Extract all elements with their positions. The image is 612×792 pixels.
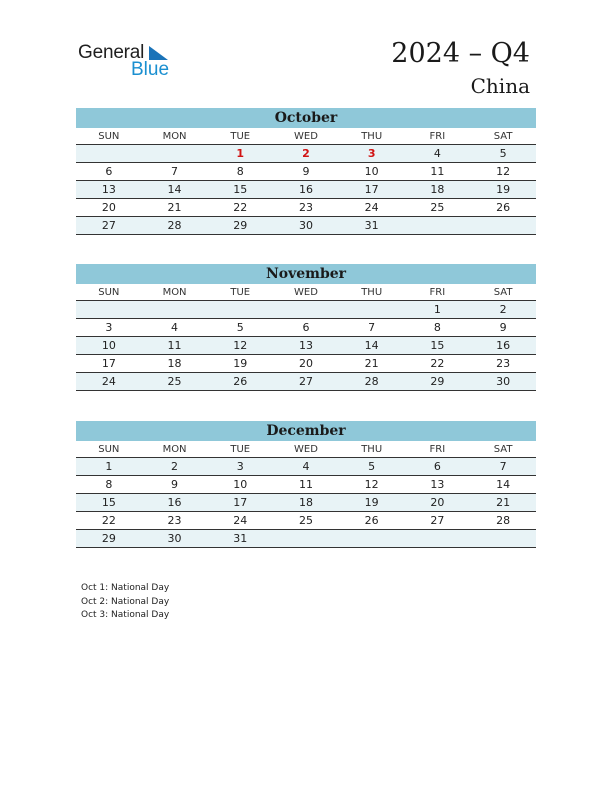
logo-text-general: General xyxy=(78,42,145,63)
day-cell: 14 xyxy=(339,337,405,355)
empty-day-cell xyxy=(142,301,208,319)
week-row xyxy=(76,355,536,373)
day-cell: 30 xyxy=(470,373,536,391)
day-cell: 23 xyxy=(470,355,536,373)
weekday-label: TUE xyxy=(230,286,251,298)
day-cell: 7 xyxy=(142,163,208,181)
day-cell: 20 xyxy=(405,494,471,512)
day-cell: 15 xyxy=(76,494,142,512)
day-cell: 27 xyxy=(405,512,471,530)
day-cell: 21 xyxy=(339,355,405,373)
day-cell: 16 xyxy=(273,181,339,199)
day-cell: 10 xyxy=(339,163,405,181)
day-cell: 25 xyxy=(405,199,471,217)
weekday-label: MON xyxy=(162,130,187,142)
month-title: October xyxy=(76,108,536,128)
day-cell: 30 xyxy=(142,530,208,548)
day-cell: 8 xyxy=(405,319,471,337)
day-cell: 25 xyxy=(142,373,208,391)
holiday-note: Oct 2: National Day xyxy=(81,596,170,607)
day-cell: 29 xyxy=(207,217,273,235)
day-cell: 9 xyxy=(470,319,536,337)
day-cell: 8 xyxy=(207,163,273,181)
empty-day-cell xyxy=(339,301,405,319)
day-cell: 18 xyxy=(142,355,208,373)
day-cell: 23 xyxy=(273,199,339,217)
logo-text-blue: Blue xyxy=(131,59,170,80)
weekday-label: FRI xyxy=(429,286,446,298)
week-row xyxy=(76,199,536,217)
day-cell: 29 xyxy=(405,373,471,391)
empty-day-cell xyxy=(470,530,536,548)
day-cell: 20 xyxy=(273,355,339,373)
day-cell: 12 xyxy=(339,476,405,494)
day-cell: 3 xyxy=(207,458,273,476)
weekday-label: FRI xyxy=(429,443,446,455)
day-cell: 17 xyxy=(76,355,142,373)
empty-day-cell xyxy=(339,530,405,548)
weekday-header-row xyxy=(76,128,536,145)
day-cell: 14 xyxy=(142,181,208,199)
weekday-label: WED xyxy=(294,286,318,298)
day-cell: 24 xyxy=(339,199,405,217)
weekday-label: TUE xyxy=(230,443,251,455)
month-calendar-november xyxy=(76,264,536,391)
empty-day-cell xyxy=(76,145,142,163)
day-cell: 26 xyxy=(470,199,536,217)
day-cell: 11 xyxy=(273,476,339,494)
week-row xyxy=(76,337,536,355)
weekday-label: THU xyxy=(361,130,383,142)
month-title: November xyxy=(76,264,536,284)
weekday-label: TUE xyxy=(230,130,251,142)
weekday-label: SAT xyxy=(493,286,513,298)
day-cell: 17 xyxy=(207,494,273,512)
day-cell: 31 xyxy=(339,217,405,235)
day-cell: 19 xyxy=(207,355,273,373)
day-cell: 13 xyxy=(76,181,142,199)
weekday-label: SUN xyxy=(98,286,120,298)
day-cell: 24 xyxy=(207,512,273,530)
day-cell: 17 xyxy=(339,181,405,199)
day-cell: 28 xyxy=(470,512,536,530)
month-calendar-october xyxy=(76,108,536,235)
week-row xyxy=(76,512,536,530)
day-cell: 8 xyxy=(76,476,142,494)
day-cell: 28 xyxy=(339,373,405,391)
week-row xyxy=(76,530,536,548)
month-grid xyxy=(76,284,536,391)
day-cell: 6 xyxy=(273,319,339,337)
holiday-notes xyxy=(81,582,169,623)
empty-day-cell xyxy=(405,530,471,548)
day-cell: 27 xyxy=(273,373,339,391)
day-cell: 2 xyxy=(273,145,339,163)
day-cell: 10 xyxy=(76,337,142,355)
weekday-header-row xyxy=(76,284,536,301)
weekday-label: SAT xyxy=(493,443,513,455)
weekday-header-row xyxy=(76,441,536,458)
weekday-label: MON xyxy=(162,286,187,298)
weekday-label: THU xyxy=(361,286,383,298)
day-cell: 27 xyxy=(76,217,142,235)
day-cell: 1 xyxy=(207,145,273,163)
week-row xyxy=(76,476,536,494)
day-cell: 11 xyxy=(405,163,471,181)
day-cell: 4 xyxy=(273,458,339,476)
day-cell: 19 xyxy=(470,181,536,199)
day-cell: 25 xyxy=(273,512,339,530)
day-cell: 24 xyxy=(76,373,142,391)
day-cell: 23 xyxy=(142,512,208,530)
day-cell: 15 xyxy=(207,181,273,199)
month-calendar-december xyxy=(76,421,536,548)
logo xyxy=(78,42,188,82)
day-cell: 10 xyxy=(207,476,273,494)
day-cell: 5 xyxy=(339,458,405,476)
day-cell: 29 xyxy=(76,530,142,548)
week-row xyxy=(76,319,536,337)
weekday-label: THU xyxy=(361,443,383,455)
month-grid xyxy=(76,441,536,548)
day-cell: 31 xyxy=(207,530,273,548)
empty-day-cell xyxy=(76,301,142,319)
day-cell: 15 xyxy=(405,337,471,355)
month-grid xyxy=(76,128,536,235)
empty-day-cell xyxy=(207,301,273,319)
empty-day-cell xyxy=(405,217,471,235)
day-cell: 6 xyxy=(405,458,471,476)
day-cell: 7 xyxy=(339,319,405,337)
weekday-label: SUN xyxy=(98,130,120,142)
weekday-label: SAT xyxy=(493,130,513,142)
week-row xyxy=(76,163,536,181)
day-cell: 1 xyxy=(405,301,471,319)
country-name: China xyxy=(470,74,530,98)
day-cell: 4 xyxy=(142,319,208,337)
day-cell: 16 xyxy=(142,494,208,512)
day-cell: 13 xyxy=(273,337,339,355)
weekday-label: MON xyxy=(162,443,187,455)
empty-day-cell xyxy=(273,301,339,319)
day-cell: 9 xyxy=(273,163,339,181)
day-cell: 3 xyxy=(76,319,142,337)
week-row xyxy=(76,145,536,163)
day-cell: 21 xyxy=(470,494,536,512)
day-cell: 9 xyxy=(142,476,208,494)
weekday-label: FRI xyxy=(429,130,446,142)
page-title: 2024 – Q4 xyxy=(391,38,530,69)
week-row xyxy=(76,181,536,199)
week-row xyxy=(76,494,536,512)
empty-day-cell xyxy=(142,145,208,163)
empty-day-cell xyxy=(470,217,536,235)
day-cell: 19 xyxy=(339,494,405,512)
day-cell: 30 xyxy=(273,217,339,235)
day-cell: 16 xyxy=(470,337,536,355)
week-row xyxy=(76,301,536,319)
day-cell: 2 xyxy=(470,301,536,319)
day-cell: 21 xyxy=(142,199,208,217)
week-row xyxy=(76,458,536,476)
day-cell: 22 xyxy=(76,512,142,530)
logo-triangle-icon xyxy=(149,46,168,60)
day-cell: 6 xyxy=(76,163,142,181)
weekday-label: WED xyxy=(294,130,318,142)
day-cell: 11 xyxy=(142,337,208,355)
month-title: December xyxy=(76,421,536,441)
day-cell: 22 xyxy=(207,199,273,217)
day-cell: 2 xyxy=(142,458,208,476)
day-cell: 4 xyxy=(405,145,471,163)
day-cell: 26 xyxy=(339,512,405,530)
holiday-note: Oct 1: National Day xyxy=(81,583,170,593)
day-cell: 1 xyxy=(76,458,142,476)
day-cell: 20 xyxy=(76,199,142,217)
day-cell: 12 xyxy=(207,337,273,355)
day-cell: 12 xyxy=(470,163,536,181)
week-row xyxy=(76,217,536,235)
day-cell: 5 xyxy=(207,319,273,337)
weekday-label: SUN xyxy=(98,443,120,455)
day-cell: 13 xyxy=(405,476,471,494)
day-cell: 14 xyxy=(470,476,536,494)
weekday-label: WED xyxy=(294,443,318,455)
day-cell: 18 xyxy=(405,181,471,199)
day-cell: 3 xyxy=(339,145,405,163)
day-cell: 22 xyxy=(405,355,471,373)
empty-day-cell xyxy=(273,530,339,548)
holiday-note: Oct 3: National Day xyxy=(81,610,170,620)
week-row xyxy=(76,373,536,391)
day-cell: 18 xyxy=(273,494,339,512)
day-cell: 7 xyxy=(470,458,536,476)
day-cell: 28 xyxy=(142,217,208,235)
day-cell: 5 xyxy=(470,145,536,163)
day-cell: 26 xyxy=(207,373,273,391)
